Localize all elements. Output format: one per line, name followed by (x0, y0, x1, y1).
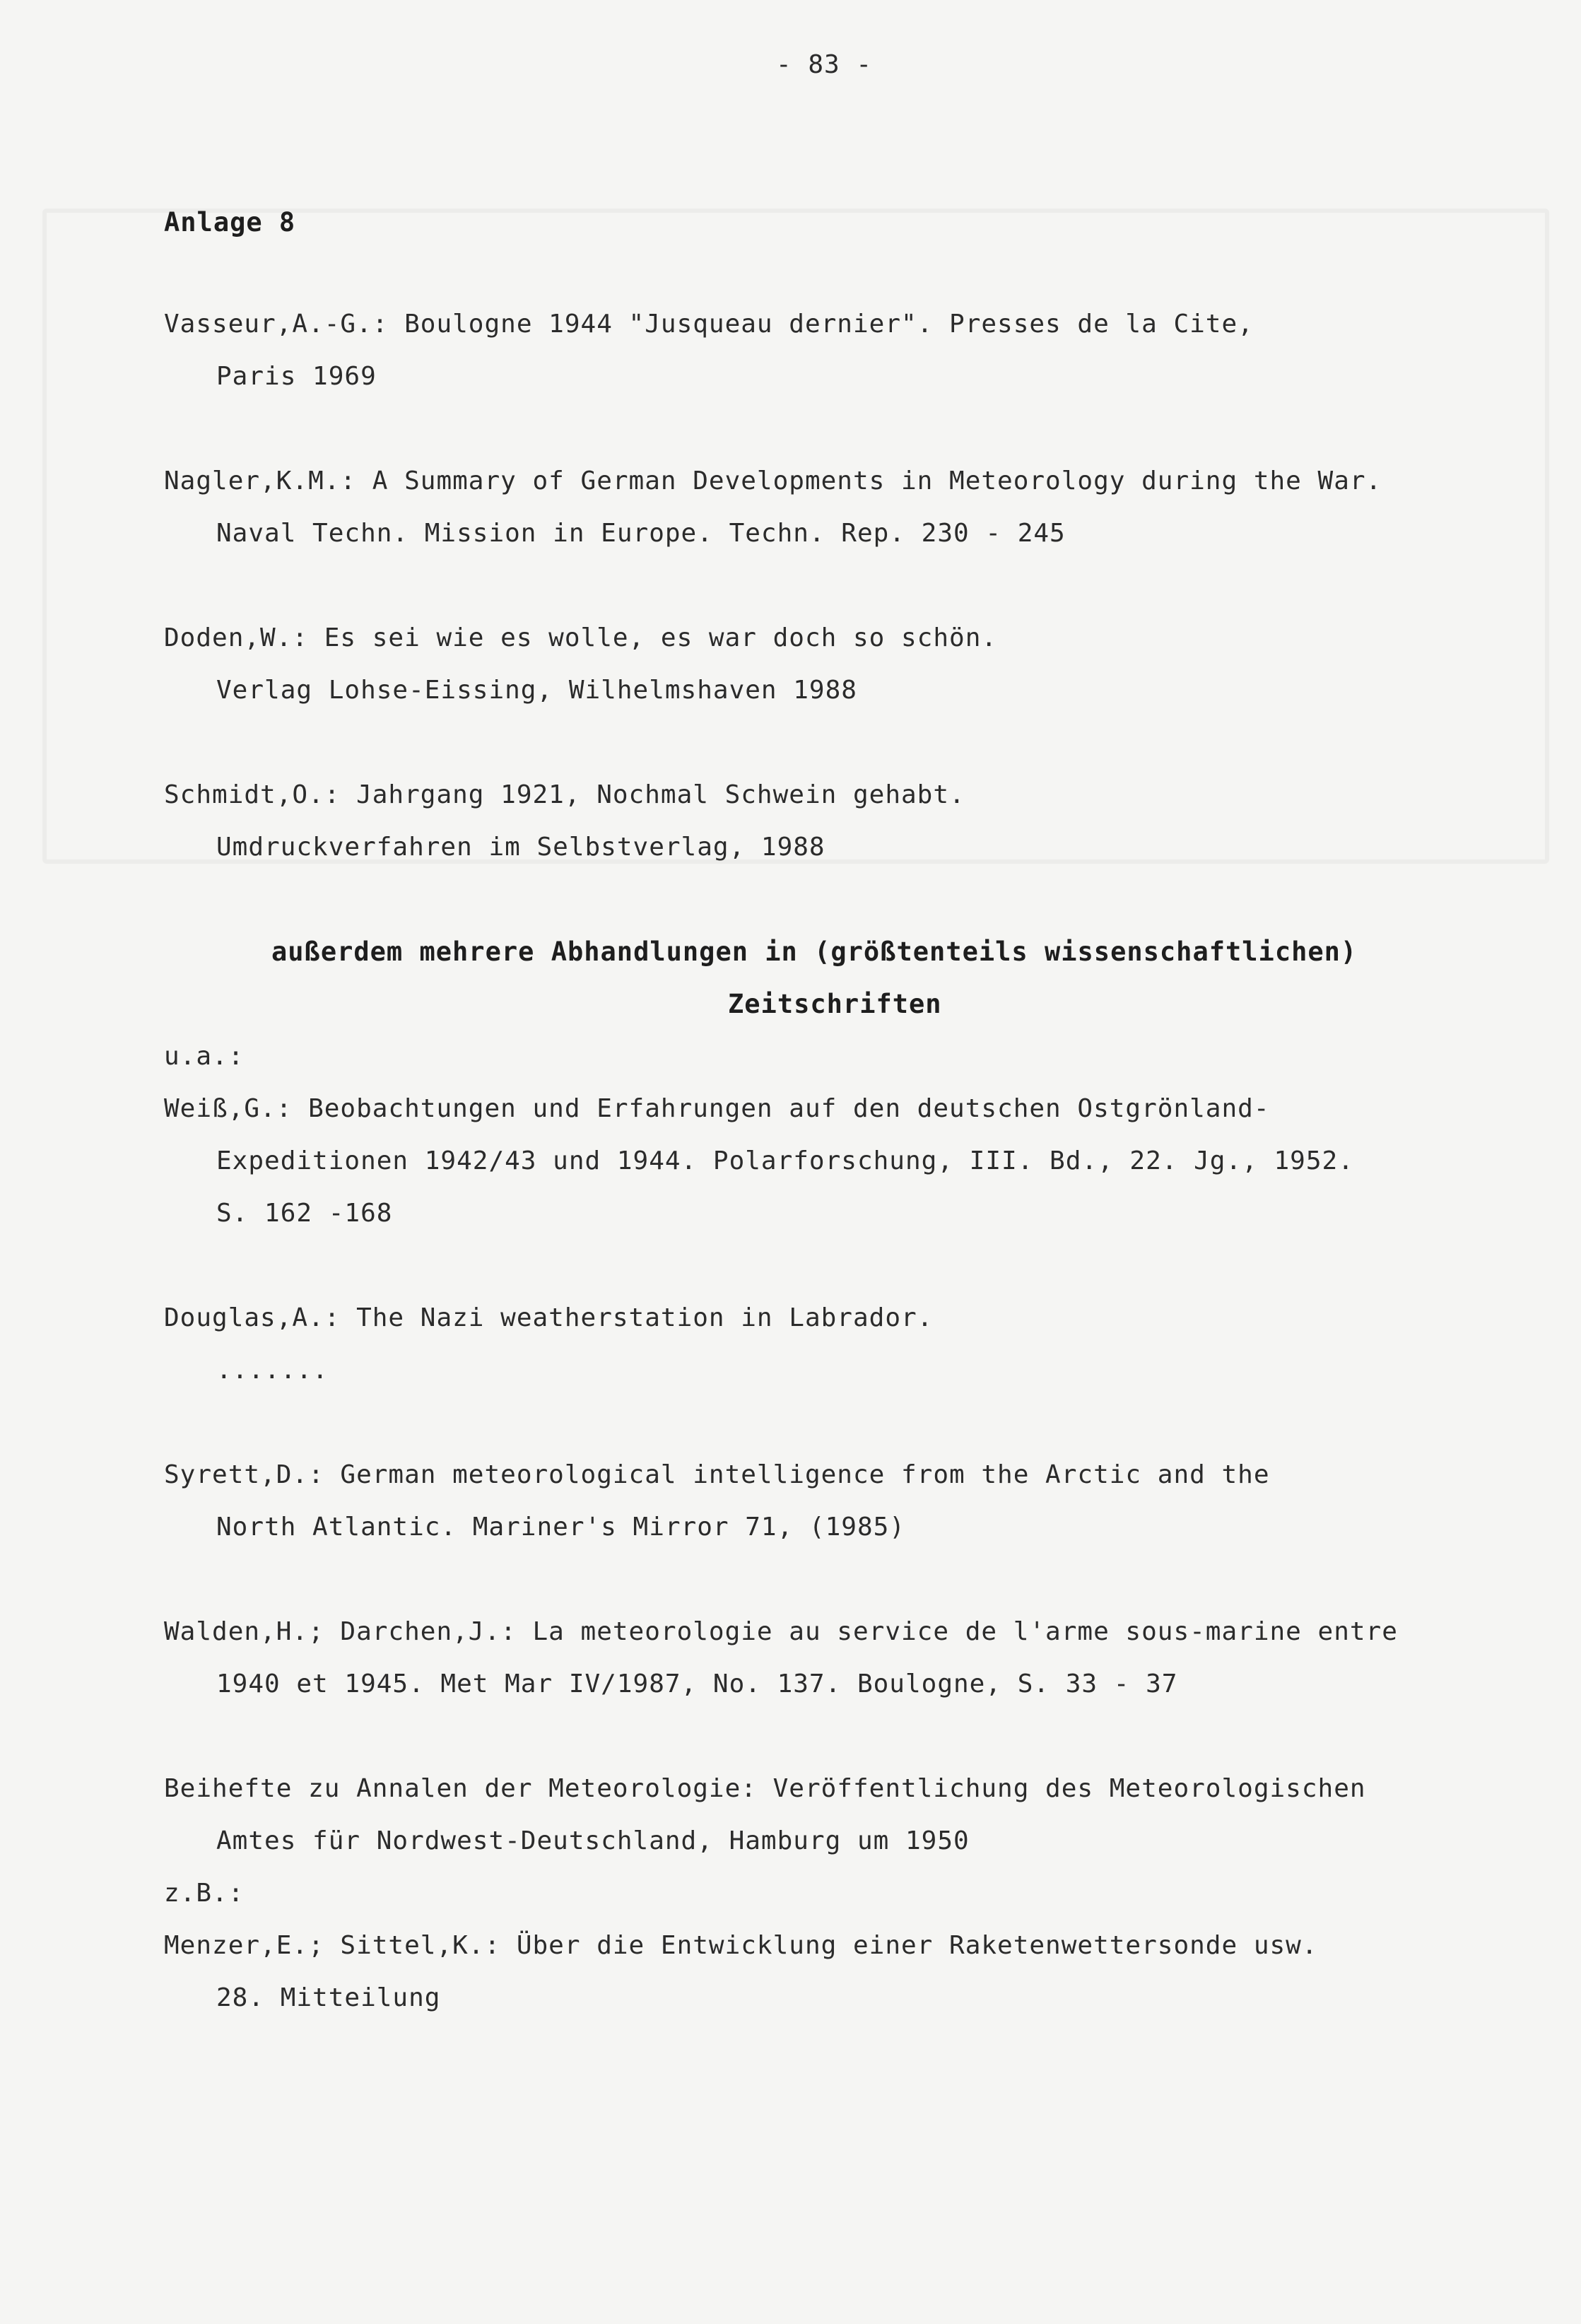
ua-label: u.a.: (164, 1042, 245, 1071)
reference-2-line2: Naval Techn. Mission in Europe. Techn. Rep. 230 - 245 (216, 519, 1066, 548)
article-1-line2: Expeditionen 1942/43 und 1944. Polarforschung, III. Bd., 22. Jg., 1952. (216, 1146, 1354, 1175)
article-1-line1: Weiß,G.: Beobachtungen und Erfahrungen auf den deutschen Ostgrönland- (164, 1094, 1270, 1123)
final-reference-line2: 28. Mitteilung (216, 1983, 441, 2012)
zb-label: z.B.: (164, 1879, 245, 1908)
article-2-ellipsis: ....... (216, 1356, 329, 1385)
reference-1-line1: Vasseur,A.-G.: Boulogne 1944 "Jusqueau dernier". Presses de la Cite, (164, 310, 1254, 339)
section-heading: Anlage 8 (164, 207, 296, 237)
page-number: - 83 - (776, 50, 873, 79)
subheading-line1: außerdem mehrere Abhandlungen in (größtenteils wissenschaftlichen) (271, 937, 1358, 967)
article-5-line2: Amtes für Nordwest-Deutschland, Hamburg um 1950 (216, 1826, 970, 1855)
article-1-line3: S. 162 -168 (216, 1199, 393, 1228)
subheading-line2: Zeitschriften (728, 989, 942, 1019)
reference-4-line2: Umdruckverfahren im Selbstverlag, 1988 (216, 833, 825, 862)
article-4-line1: Walden,H.; Darchen,J.: La meteorologie au service de l'arme sous-marine entre (164, 1617, 1398, 1646)
reference-3-line2: Verlag Lohse-Eissing, Wilhelmshaven 1988 (216, 676, 857, 705)
reference-1-line2: Paris 1969 (216, 362, 377, 391)
reference-3-line1: Doden,W.: Es sei wie es wolle, es war doch so schön. (164, 623, 998, 652)
article-5-line1: Beihefte zu Annalen der Meteorologie: Veröffentlichung des Meteorologischen (164, 1774, 1366, 1803)
reference-4-line1: Schmidt,O.: Jahrgang 1921, Nochmal Schwein gehabt. (164, 780, 965, 809)
article-3-line1: Syrett,D.: German meteorological intelligence from the Arctic and the (164, 1460, 1270, 1489)
article-2-line1: Douglas,A.: The Nazi weatherstation in Labrador. (164, 1303, 934, 1332)
final-reference-line1: Menzer,E.; Sittel,K.: Über die Entwicklung einer Raketenwettersonde usw. (164, 1931, 1318, 1960)
article-4-line2: 1940 et 1945. Met Mar IV/1987, No. 137. Boulogne, S. 33 - 37 (216, 1669, 1178, 1698)
article-3-line2: North Atlantic. Mariner's Mirror 71, (1985) (216, 1513, 905, 1542)
reference-2-line1: Nagler,K.M.: A Summary of German Developments in Meteorology during the War. (164, 466, 1382, 495)
